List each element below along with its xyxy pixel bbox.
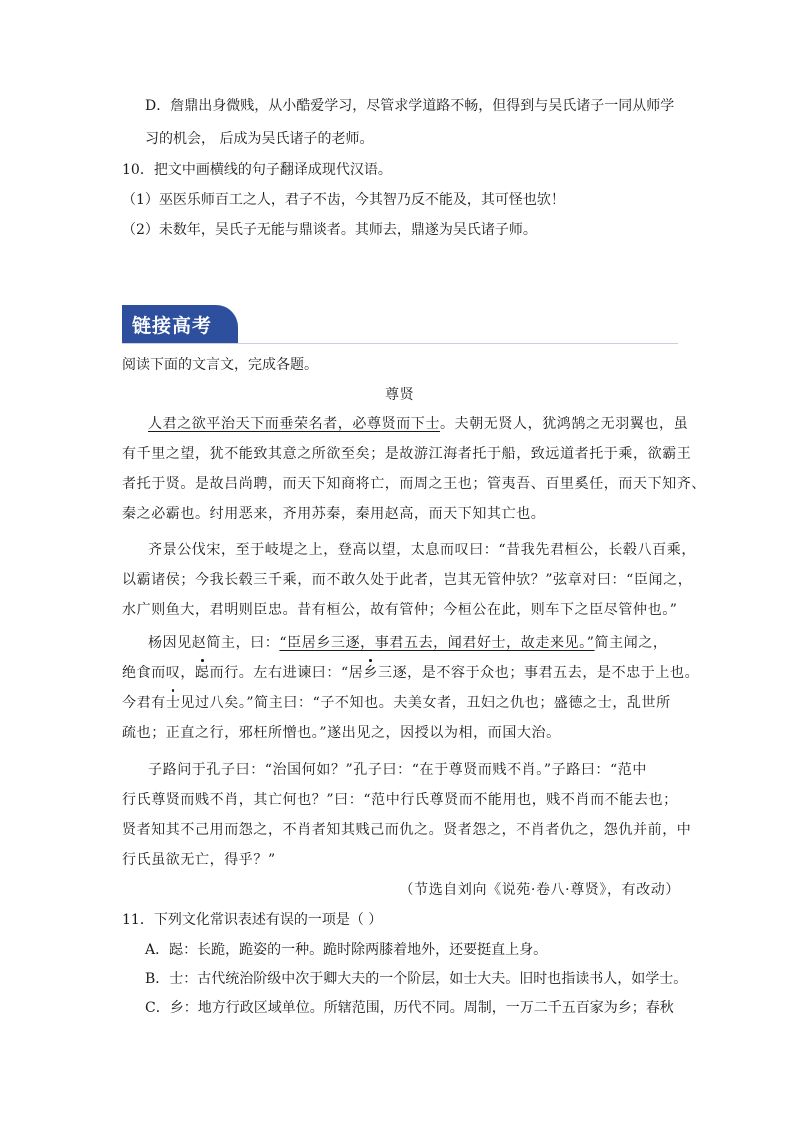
passage-text: 而行。左右进谏曰：“居 <box>209 665 364 681</box>
passage-p1-line4: 秦之必霸也。纣用恶来，齐用苏秦，秦用赵高，而天下知其亡也。 <box>122 506 546 522</box>
question-11-option-c: C．乡：地方行政区域单位。所辖范围，历代不同。周制，一万二千五百家为乡；春秋 <box>145 1000 674 1016</box>
dotted-char-ji: 跽 <box>195 665 210 681</box>
question-10-item-1: （1）巫医乐师百工之人，君子不齿，今其智乃反不能及，其可怪也欤！ <box>122 192 565 208</box>
question-11-option-b: B．士：古代统治阶级中次于卿大夫的一个阶层，如士大夫。旧时也指读书人，如学士。 <box>145 971 688 987</box>
passage-text: 三逐，是不容于众也；事君五去，是不忠于上也。 <box>377 665 700 681</box>
question-11-option-a: A．跽：长跪，跪姿的一种。跪时除两膝着地外，还要挺直上身。 <box>145 942 548 958</box>
passage-p1-line3: 者托于贤。是故吕尚聘，而天下知商将亡，而周之王也；管夷吾、百里奚任，而天下知齐、 <box>122 476 706 492</box>
section-banner-label: 链接高考 <box>132 315 213 337</box>
passage-p4-line4: 行氏虽欲无亡，得乎？” <box>122 852 276 868</box>
passage-text: 今君有 <box>122 695 166 711</box>
passage-p2-line3: 水广则鱼大，君明则臣忠。昔有桓公，故有管仲；今桓公在此，则车下之臣尽管仲也。” <box>122 602 678 618</box>
underlined-sentence-2: “臣居乡三逐，事君五去，闻君好士，故走来见。” <box>279 635 595 651</box>
passage-p2-line1: 齐景公伐宋，至于岐堤之上，登高以望，太息而叹曰：“昔我先君桓公，长毂八百乘， <box>148 542 696 558</box>
dotted-char-shi: 士 <box>165 695 181 711</box>
section-divider <box>122 343 678 344</box>
option-d-line1: D．詹鼎出身微贱，从小酷爱学习，尽管求学道路不畅，但得到与吴氏诸子一同从师学 <box>145 98 675 114</box>
passage-p2-line2: 以霸诸侯；今我长毂三千乘，而不敢久处于此者，岂其无管仲欤？”弦章对曰：“臣闻之， <box>122 572 693 588</box>
option-d-line2: 习的机会， 后成为吴氏诸子的老师。 <box>145 131 374 147</box>
underlined-sentence-1: 人君之欲平治天下而垂荣名者，必尊贤而下士 <box>148 416 440 432</box>
passage-p4-line3: 贤者知其不己用而怨之，不肖者知其贱己而仇之。贤者怨之，不肖者仇之，怨仇并前，中 <box>122 822 692 838</box>
passage-text: 杨因见赵简主，曰： <box>148 635 280 651</box>
reading-instruction: 阅读下面的文言文，完成各题。 <box>122 357 318 373</box>
passage-p4-line1: 子路问于孔子曰：“治国何如？”孔子曰：“在于尊贤而贱不肖。”子路曰：“范中 <box>148 762 647 778</box>
passage-text: 绝食而叹， <box>122 665 195 681</box>
passage-text: 见过八矣。”简主曰：“子不知也。夫美女者，丑妇之仇也；盛德之士，乱世所 <box>180 695 671 711</box>
dotted-char-xiang: 乡 <box>363 665 378 681</box>
passage-text: 。夫朝无贤人，犹鸿鹄之无羽翼也，虽 <box>440 416 689 432</box>
passage-text: 简主闻之， <box>594 635 668 651</box>
passage-p3-line1 <box>148 633 668 653</box>
passage-p1-line2: 有千里之望，犹不能致其意之所欲至矣；是故游江海者托于船，致远道者托于乘，欲霸王 <box>122 446 692 462</box>
passage-p3-line4: 疏也；正直之行，邪枉所憎也。”遂出见之，因授以为相，而国大治。 <box>122 725 561 741</box>
question-10-stem: 10．把文中画横线的句子翻译成现代汉语。 <box>122 162 392 178</box>
passage-p4-line2: 行氏尊贤而贱不肖，其亡何也？”曰：“范中行氏尊贤而不能用也，贱不肖而不能去也； <box>122 792 678 808</box>
passage-title: 尊贤 <box>385 387 415 403</box>
passage-source: （节选自刘向《说苑·卷八·尊贤》，有改动） <box>399 882 680 898</box>
passage-p3-line2 <box>122 663 699 683</box>
question-10-item-2: （2）未数年，吴氏子无能与鼎谈者。其师去，鼎遂为吴氏诸子师。 <box>122 222 537 238</box>
question-11-stem: 11．下列文化常识表述有误的一项是（ ） <box>122 912 383 928</box>
section-banner <box>122 305 238 343</box>
passage-p3-line3 <box>122 693 671 713</box>
passage-p1-line1 <box>148 414 688 434</box>
